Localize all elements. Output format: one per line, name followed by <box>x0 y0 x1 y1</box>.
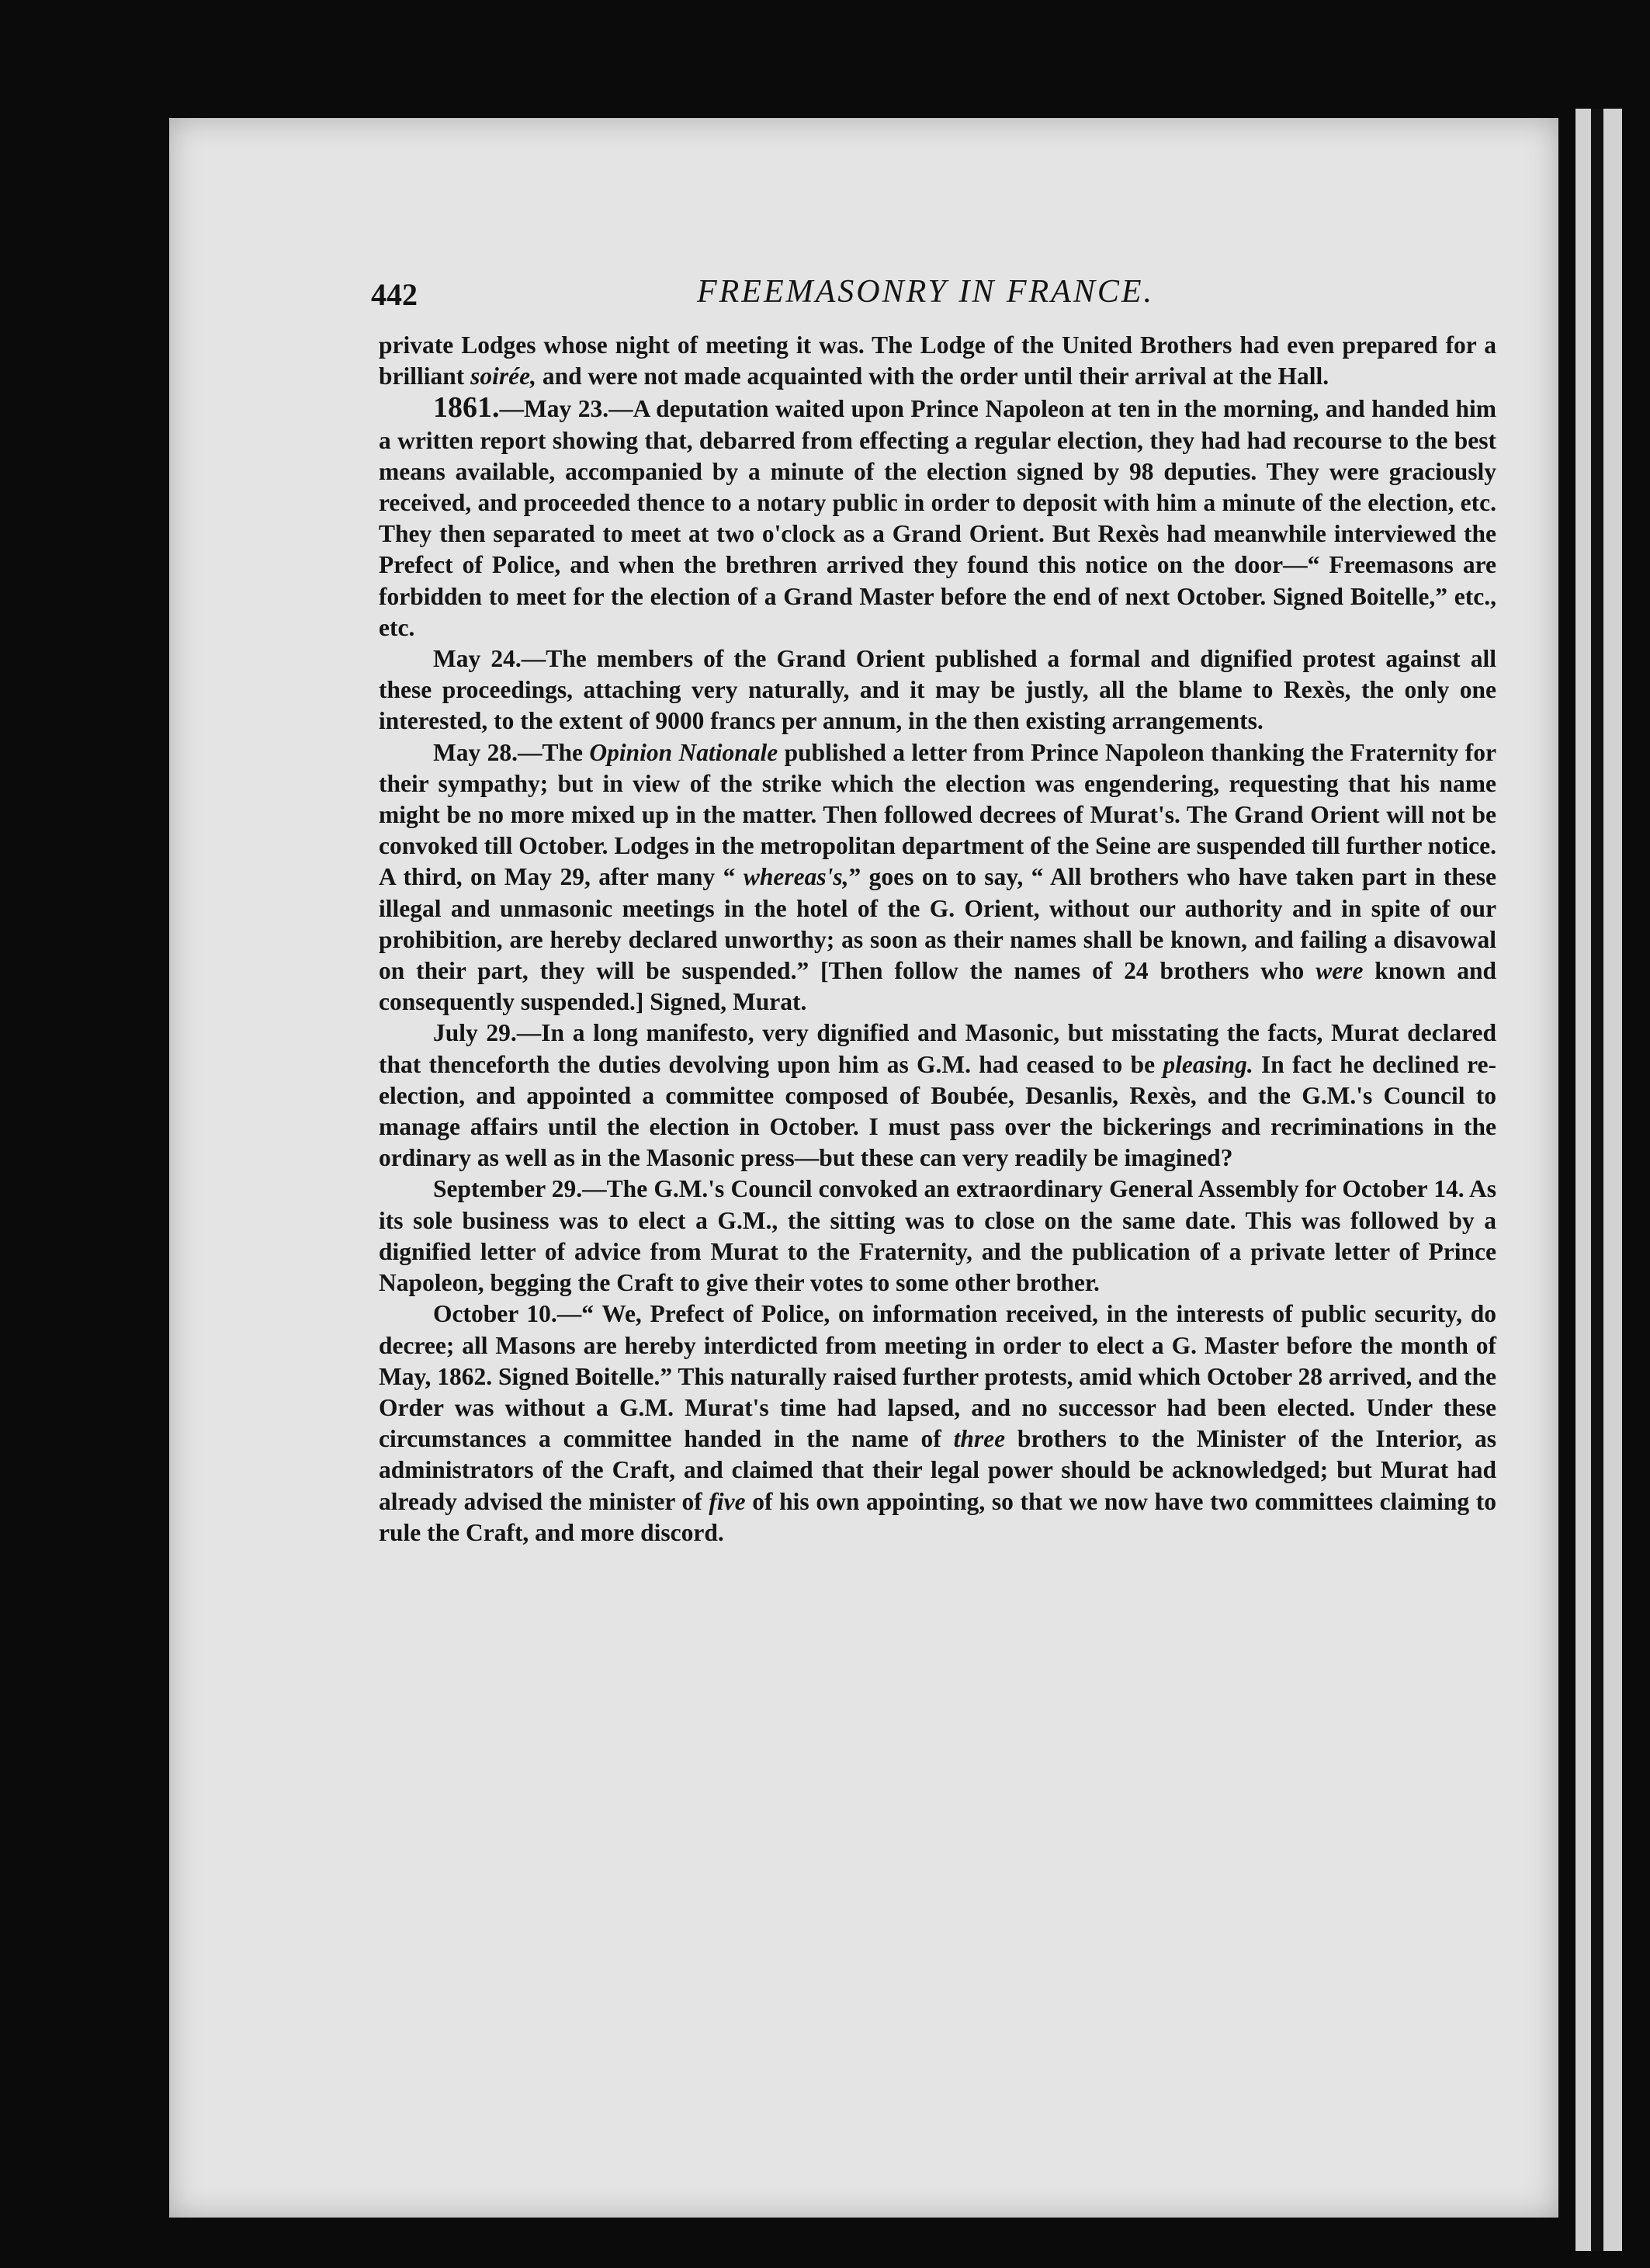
paragraph-september-29: September 29.—The G.M.'s Council convoked an extraordinary General Assembly for October 14. As its sole business was to elect a G.M., the sitting was to close on the same date. This was followed by a dignified letter of advice from Murat to the Fraternity, and the publication of a private letter of Prince Napoleon, begging the Craft to give their votes to some other brother. <box>379 1175 1496 1297</box>
page-number: 442 <box>371 277 418 312</box>
running-title: FREEMASONRY IN FRANCE. <box>697 274 1155 310</box>
paragraph-1861-may-23: 1861.—May 23.—A deputation waited upon Prince Napoleon at ten in the morning, and handed him a written report showing that, debarred from effecting a regular election, they had had recourse to the best means available, accompanied by a minute of the election signed by 98 deputies. They were graciously received, and proceeded thence to a notary public in order to deposit with him a minute of the election, etc. They then separated to meet at two o'clock as a Grand Orient. But Rexès had meanwhile interviewed the Prefect of Police, and when the brethren arrived they found this notice on the door—“ Freemasons are forbidden to meet for the election of a Grand Master before the end of next October. Signed Boitelle,” etc., etc. <box>379 391 1496 641</box>
body-text <box>379 330 1496 1548</box>
paragraph-may-24: May 24.—The members of the Grand Orient published a formal and dignified protest against all these proceedings, attaching very naturally, and it may be justly, all the blame to Rexès, the only one interested, to the extent of 9000 francs per annum, in the then existing arrangements. <box>379 645 1496 735</box>
running-head <box>371 273 1504 328</box>
paragraph-october-10: October 10.—“ We, Prefect of Police, on information received, in the interests of public security, do decree; all Masons are hereby interdicted from meeting in order to elect a G. Master before the month of May, 1862. Signed Boitelle.” This naturally raised further protests, amid which October 28 arrived, and the Order was without a G.M. Murat's time had lapsed, and no successor had been elected. Under these circumstances a committee handed in the name of three brothers to the Minister of the Interior, as administrators of the Craft, and claimed that their legal power should be acknowledged; but Murat had already advised the minister of five of his own appointing, so that we now have two committees claiming to rule the Craft, and more discord. <box>379 1300 1497 1546</box>
paragraph-may-28: May 28.—The Opinion Nationale published a letter from Prince Napoleon thanking the Fraternity for their sympathy; but in view of the strike which the election was engendering, requesting that his name might be no more mixed up in the matter. Then followed decrees of Murat's. The Grand Orient will not be convoked till October. Lodges in the metropolitan department of the Seine are suspended till further notice. A third, on May 29, after many “ whereas's,” goes on to say, “ All brothers who have taken part in these illegal and unmasonic meetings in the hotel of the G. Orient, without our authority and in spite of our prohibition, are hereby declared unworthy; as soon as their names shall be known, and failing a disavowal on their part, they will be suspended.” [Then follow the names of 24 brothers who were known and consequently suspended.] Signed, Murat. <box>379 738 1497 1016</box>
paragraph-continuation: private Lodges whose night of meeting it was. The Lodge of the United Brothers had even prepared for a brilliant soirée, and were not made acquainted with the order until their arrival at the Hall. <box>379 331 1496 390</box>
paragraph-july-29: July 29.—In a long manifesto, very dignified and Masonic, but misstating the facts, Murat declared that thenceforth the duties devolving upon him as G.M. had ceased to be pleasing. In fact he declined re-election, and appointed a committee composed of Boubée, Desanlis, Rexès, and the G.M.'s Council to manage affairs until the election in October. I must pass over the bickerings and recriminations in the ordinary as well as in the Masonic press—but these can very readily be imagined? <box>379 1019 1496 1172</box>
page-gutter-shadow <box>1591 109 1603 2251</box>
year-heading: 1861. <box>433 391 500 425</box>
